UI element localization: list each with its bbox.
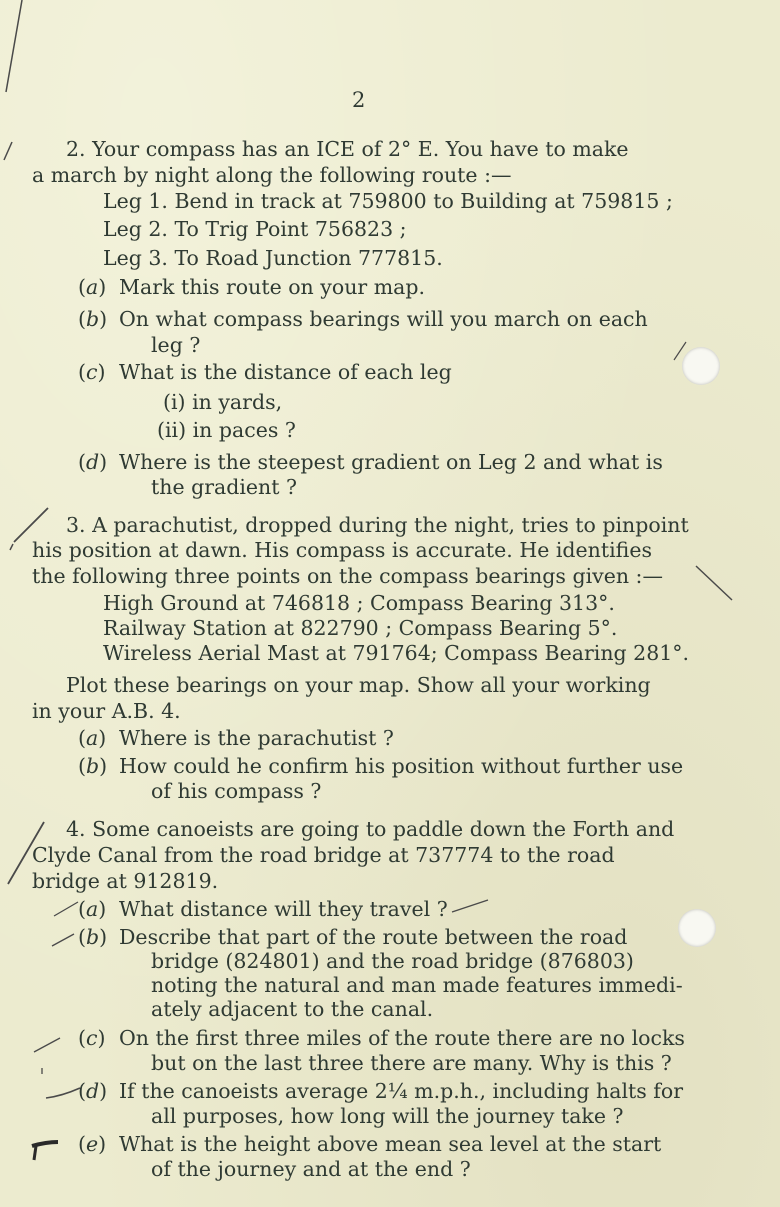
q4-part-b-text-1: Describe that part of the route between the road	[119, 925, 628, 949]
q2-part-d-text-2: the gradient ?	[151, 475, 297, 499]
q2-part-b-label: (b)	[78, 307, 108, 331]
q4-intro-line-2: Clyde Canal from the road bridge at 737774 to the road	[32, 843, 615, 867]
q2-part-a-label: (a)	[78, 275, 107, 299]
q2-route-leg-2: Leg 2. To Trig Point 756823 ;	[103, 217, 407, 241]
q2-part-d-text-1: Where is the steepest gradient on Leg 2 and what is	[119, 450, 663, 474]
q4-part-e-text-2: of the journey and at the end ?	[151, 1157, 471, 1181]
q2-intro-line-2: a march by night along the following route :—	[32, 163, 512, 187]
q2-intro-line-1: 2. Your compass has an ICE of 2° E. You have to make	[66, 137, 629, 161]
q3-part-b-text-1: How could he confirm his position without further use	[119, 754, 684, 778]
punch-hole-upper	[682, 347, 720, 385]
q3-point-1: High Ground at 746818 ; Compass Bearing 313°.	[103, 591, 615, 615]
q4-part-b-text-2: bridge (824801) and the road bridge (876803)	[151, 949, 634, 973]
q2-part-c-text: What is the distance of each leg	[119, 360, 452, 384]
q3-intro-line-2: his position at dawn. His compass is accurate. He identifies	[32, 538, 652, 562]
q2-route-leg-3: Leg 3. To Road Junction 777815.	[103, 246, 443, 270]
q4-part-b-text-4: ately adjacent to the canal.	[151, 997, 434, 1021]
q3-instruction-1: Plot these bearings on your map. Show all your working	[66, 673, 651, 697]
q3-part-b-label: (b)	[78, 754, 108, 778]
pencil-mark-q4a-end	[448, 896, 498, 918]
q4-part-b-text-3: noting the natural and man made features immedi-	[151, 973, 683, 997]
q2-part-c-sub-ii: (ii) in paces ?	[157, 418, 296, 442]
q4-part-d-text-2: all purposes, how long will the journey take ?	[151, 1104, 624, 1128]
q4-intro-line-1: 4. Some canoeists are going to paddle down the Forth and	[66, 817, 675, 841]
q4-part-d-text-1: If the canoeists average 2¼ m.p.h., including halts for	[119, 1079, 684, 1103]
q2-route-leg-1: Leg 1. Bend in track at 759800 to Building at 759815 ;	[103, 189, 673, 213]
pencil-mark-top-left	[0, 0, 40, 100]
q4-part-e-text-1: What is the height above mean sea level at the start	[119, 1132, 662, 1156]
q2-part-b-text-1: On what compass bearings will you march on each	[119, 307, 648, 331]
pencil-mark-q2	[0, 140, 20, 164]
q3-part-a-label: (a)	[78, 726, 107, 750]
punch-hole-lower	[678, 909, 716, 947]
q3-point-2: Railway Station at 822790 ; Compass Bearing 5°.	[103, 616, 618, 640]
pencil-mark-q4b	[46, 926, 82, 950]
q4-part-b-label: (b)	[78, 925, 108, 949]
q3-instruction-2: in your A.B. 4.	[32, 699, 181, 723]
q3-point-3: Wireless Aerial Mast at 791764; Compass Bearing 281°.	[103, 641, 690, 665]
q4-part-a-label: (a)	[78, 897, 107, 921]
page-number: 2	[352, 88, 366, 112]
q4-part-c-label: (c)	[78, 1026, 106, 1050]
q2-part-c-label: (c)	[78, 360, 106, 384]
pencil-mark-q4c	[28, 1030, 68, 1076]
q2-part-a-text: Mark this route on your map.	[119, 275, 426, 299]
q2-part-c-sub-i: (i) in yards,	[163, 390, 283, 414]
q4-part-c-text-1: On the first three miles of the route there are no locks	[119, 1026, 685, 1050]
q4-part-e-label: (e)	[78, 1132, 107, 1156]
pencil-mark-q4e	[26, 1134, 66, 1164]
q3-intro-line-1: 3. A parachutist, dropped during the night, tries to pinpoint	[66, 513, 689, 537]
q3-part-b-text-2: of his compass ?	[151, 779, 322, 803]
q2-part-b-text-2: leg ?	[151, 333, 201, 357]
q3-part-a-text: Where is the parachutist ?	[119, 726, 394, 750]
q3-intro-line-3: the following three points on the compass bearings given :—	[32, 564, 663, 588]
q4-intro-line-3: bridge at 912819.	[32, 869, 219, 893]
q4-part-c-text-2: but on the last three there are many. Why is this ?	[151, 1051, 672, 1075]
q4-part-a-text: What distance will they travel ?	[119, 897, 448, 921]
pencil-mark-q3-right	[692, 560, 742, 606]
q4-part-d-label: (d)	[78, 1079, 108, 1103]
q2-part-d-label: (d)	[78, 450, 108, 474]
